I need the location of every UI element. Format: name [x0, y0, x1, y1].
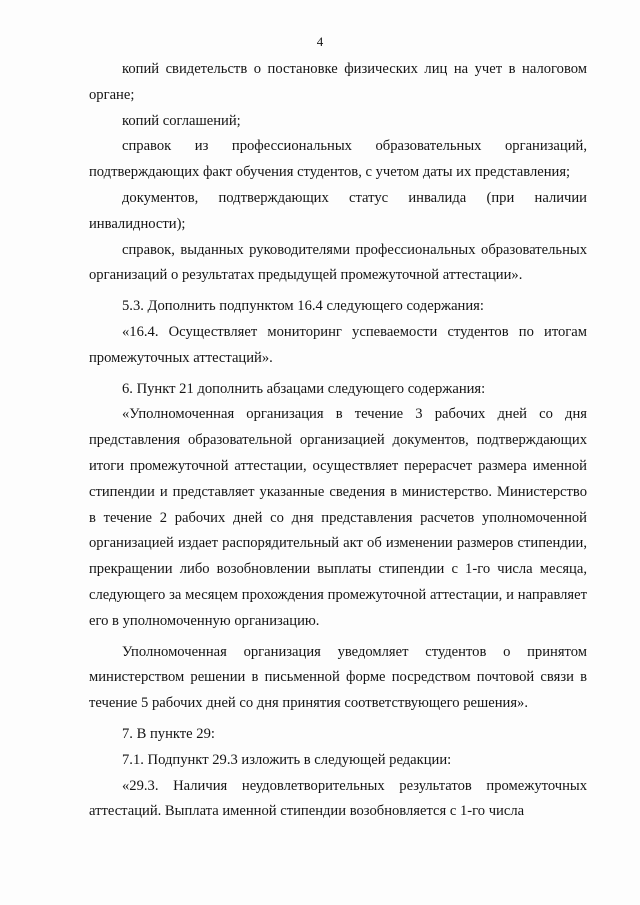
- document-body: [89, 57, 587, 825]
- paragraph-item-6: 6. Пункт 21 дополнить абзацами следующего содержания:: [122, 380, 486, 397]
- paragraph-tax-certificates: копий свидетельств о постановке физических лиц на учет в налоговом органе;: [89, 61, 587, 103]
- paragraph-education-certificates: справок из профессиональных образовательных организаций, подтверждающих факт обучения студентов, с учетом даты их представления;: [89, 138, 587, 181]
- paragraph-item-7-1: 7.1. Подпункт 29.3 изложить в следующей редакции:: [122, 751, 452, 768]
- paragraph-recalculation: «Уполномоченная организация в течение 3 рабочих дней со дня представления образовательной организацией документов, подтверждающих итоги промежуточной аттестации, осуществляет перерасчет размера именной стипендии и представляет указанные сведения в министерство. Министерство в течение 2 рабочих дней со дня представления расчетов уполномоченной организацией издает распорядительный акт об изменении размеров стипендии, прекращении либо возобновлении выплаты стипендии с 1-го числа месяца, следующего за месяцем прохождения промежуточной аттестации, и направляет его в уполномоченную организацию.: [89, 406, 587, 629]
- page-number: 4: [316, 34, 324, 49]
- paragraph-agreements: копий соглашений;: [122, 112, 241, 129]
- paragraph-attestation-certificates: справок, выданных руководителями профессиональных образовательных организаций о результатах предыдущей промежуточной аттестации».: [89, 241, 587, 284]
- paragraph-disability-documents: документов, подтверждающих статус инвалида (при наличии инвалидности);: [89, 189, 587, 232]
- paragraph-notification: Уполномоченная организация уведомляет студентов о принятом министерством решении в письменной форме посредством почтовой связи в течение 5 рабочих дней со дня принятия соответствующего решения».: [89, 643, 587, 712]
- paragraph-item-5-3: 5.3. Дополнить подпунктом 16.4 следующего содержания:: [122, 298, 484, 315]
- paragraph-subitem-29-3: «29.3. Наличия неудовлетворительных результатов промежуточных аттестаций. Выплата именной стипендии возобновляется с 1-го числа: [89, 777, 587, 820]
- paragraph-item-7: 7. В пункте 29:: [122, 725, 215, 742]
- paragraph-subitem-16-4: «16.4. Осуществляет мониторинг успеваемости студентов по итогам промежуточных аттестаций».: [89, 323, 587, 366]
